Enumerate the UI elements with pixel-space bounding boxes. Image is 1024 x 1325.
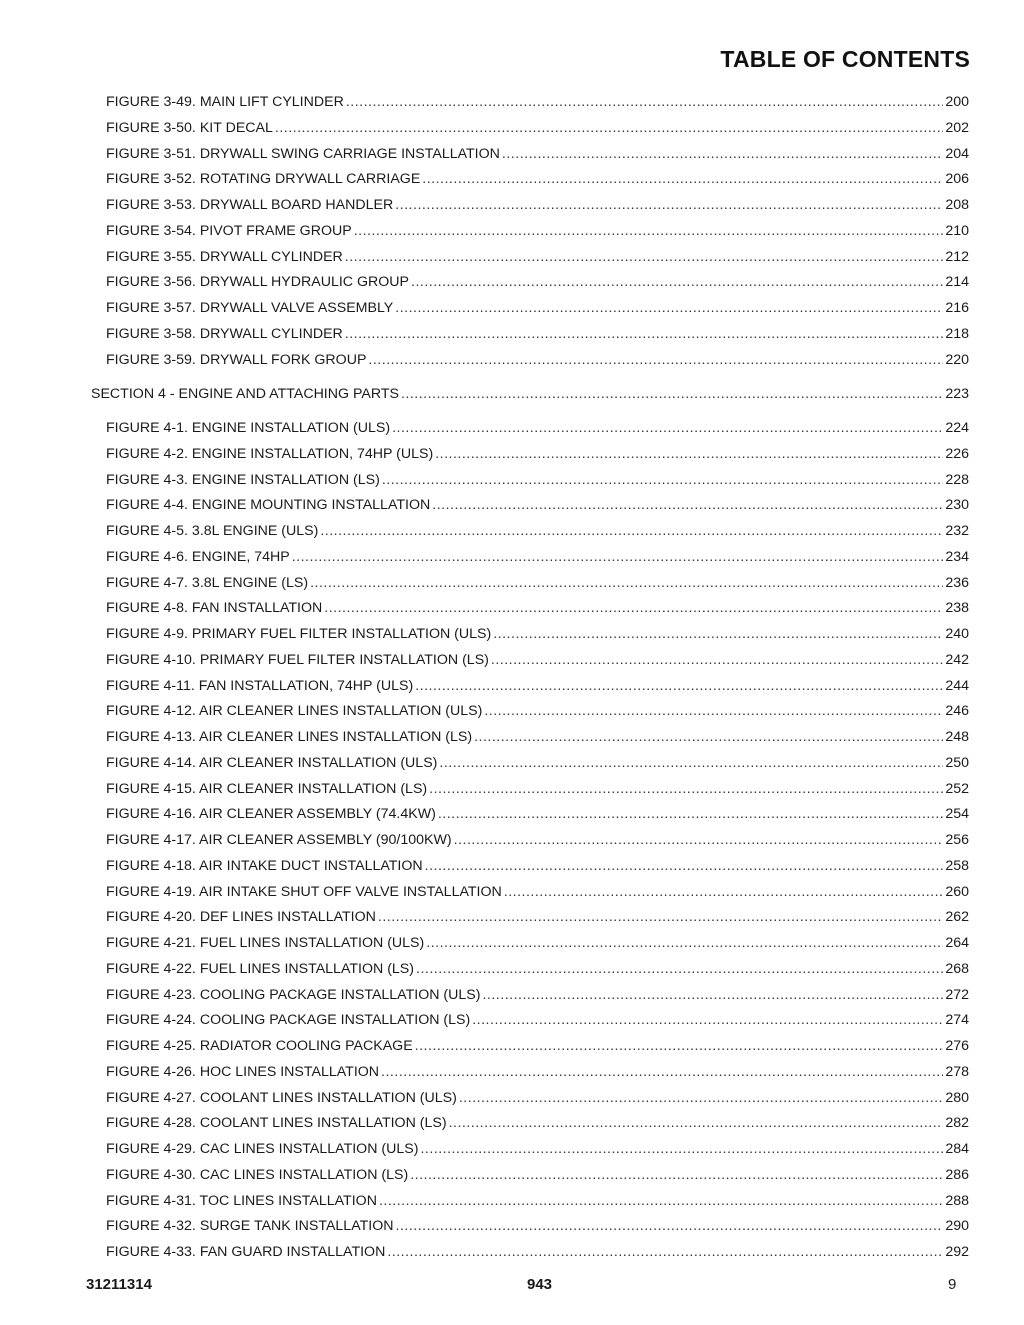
toc-entry-label: FIGURE 4-6. ENGINE, 74HP <box>106 548 290 565</box>
toc-figure-entry[interactable] <box>106 243 969 265</box>
toc-figure-entry[interactable] <box>106 594 969 616</box>
toc-entry-page: 220 <box>945 351 969 368</box>
toc-entry-page: 202 <box>945 119 969 136</box>
dot-leader <box>493 626 943 642</box>
toc-entry-page: 240 <box>945 626 969 642</box>
page-number: 9 <box>948 1276 957 1293</box>
toc-entry-label: FIGURE 4-26. HOC LINES INSTALLATION <box>106 1063 380 1080</box>
dot-leader <box>410 1167 943 1183</box>
toc-entry-label: FIGURE 4-28. COOLANT LINES INSTALLATION (LS) <box>106 1115 447 1132</box>
toc-figure-entry[interactable] <box>106 723 969 745</box>
dot-leader <box>422 171 943 187</box>
dot-leader <box>310 575 943 591</box>
toc-entry-label: FIGURE 3-54. PIVOT FRAME GROUP <box>106 222 352 239</box>
toc-entry-page: 210 <box>945 222 969 239</box>
toc-entry-label: FIGURE 4-27. COOLANT LINES INSTALLATION (ULS) <box>106 1089 457 1106</box>
toc-section-entry[interactable] <box>91 380 969 402</box>
toc-entry-label: FIGURE 4-17. AIR CLEANER ASSEMBLY (90/100KW) <box>106 832 452 848</box>
dot-leader <box>387 1244 943 1260</box>
toc-figure-entry[interactable] <box>106 466 969 488</box>
toc-entry-page: 290 <box>945 1218 969 1235</box>
toc-figure-entry[interactable] <box>106 903 969 925</box>
toc-entry-label: FIGURE 4-22. FUEL LINES INSTALLATION (LS) <box>106 960 414 977</box>
toc-entry-label: FIGURE 4-30. CAC LINES INSTALLATION (LS) <box>106 1166 409 1183</box>
toc-entry-page: 278 <box>945 1063 969 1080</box>
dot-leader <box>392 420 943 436</box>
dot-leader <box>420 1141 943 1157</box>
toc-figure-entry[interactable] <box>106 191 969 213</box>
dot-leader <box>275 120 943 136</box>
toc-entry-label: FIGURE 4-2. ENGINE INSTALLATION, 74HP (ULS) <box>106 445 434 462</box>
dot-leader <box>415 678 943 694</box>
toc-entry-label: FIGURE 4-21. FUEL LINES INSTALLATION (ULS) <box>106 935 425 951</box>
toc-entry-page: 228 <box>945 471 969 488</box>
toc-entry-page: 226 <box>945 445 969 462</box>
toc-entry-page: 264 <box>945 935 969 951</box>
toc-entry-label: FIGURE 4-29. CAC LINES INSTALLATION (ULS) <box>106 1141 419 1157</box>
toc-figure-entry[interactable] <box>106 268 969 290</box>
dot-leader <box>474 729 943 745</box>
toc-entry-page: 292 <box>945 1244 969 1260</box>
toc-figure-entry[interactable] <box>106 800 969 822</box>
dot-leader <box>425 858 944 874</box>
dot-leader <box>482 987 943 1003</box>
toc-entry-page: 230 <box>945 497 969 514</box>
toc-entry-page: 234 <box>945 548 969 565</box>
toc-entry-page: 244 <box>945 677 969 694</box>
toc-entry-page: 260 <box>945 883 969 900</box>
toc-entry-label: FIGURE 4-3. ENGINE INSTALLATION (LS) <box>106 471 380 488</box>
toc-figure-entry[interactable] <box>106 569 969 591</box>
toc-entry-label: FIGURE 4-15. AIR CLEANER INSTALLATION (LS) <box>106 780 428 797</box>
toc-figure-entry[interactable] <box>106 775 969 797</box>
dot-leader <box>324 600 943 616</box>
toc-entry-page: 216 <box>945 300 969 316</box>
toc-entry-page: 254 <box>945 806 969 823</box>
toc-entry-label: FIGURE 3-51. DRYWALL SWING CARRIAGE INSTALLATION <box>106 145 500 162</box>
toc-figure-entry[interactable] <box>106 140 969 162</box>
toc-entry-label: FIGURE 4-24. COOLING PACKAGE INSTALLATION (LS) <box>106 1012 471 1029</box>
dot-leader <box>504 884 944 900</box>
toc-entry-page: 218 <box>945 325 969 342</box>
toc-entry-label: FIGURE 3-49. MAIN LIFT CYLINDER <box>106 94 344 110</box>
dot-leader <box>411 274 943 290</box>
toc-entry-page: 242 <box>945 651 969 668</box>
toc-figure-entry[interactable] <box>106 955 969 977</box>
toc-entry-page: 286 <box>945 1166 969 1183</box>
dot-leader <box>435 446 943 462</box>
toc-entry-page: 204 <box>945 145 969 162</box>
toc-entry-page: 262 <box>945 909 969 926</box>
dot-leader <box>346 94 944 110</box>
toc-figure-entry[interactable] <box>106 620 969 642</box>
dot-leader <box>502 146 943 162</box>
toc-entry-label: FIGURE 3-50. KIT DECAL <box>106 119 273 136</box>
dot-leader <box>449 1115 944 1131</box>
toc-entry-label: FIGURE 4-25. RADIATOR COOLING PACKAGE <box>106 1038 413 1054</box>
toc-figure-entry[interactable] <box>106 826 969 848</box>
dot-leader <box>292 549 944 565</box>
toc-entry-label: FIGURE 3-58. DRYWALL CYLINDER <box>106 325 343 342</box>
toc-entry-label: FIGURE 4-18. AIR INTAKE DUCT INSTALLATION <box>106 857 423 874</box>
toc-entry-page: 288 <box>945 1192 969 1209</box>
toc-entry-label: FIGURE 4-7. 3.8L ENGINE (LS) <box>106 574 309 591</box>
dot-leader <box>395 197 943 213</box>
toc-entry-page: 212 <box>945 248 969 265</box>
toc-entry-page: 206 <box>945 171 969 188</box>
toc-entry-page: 258 <box>945 857 969 874</box>
dot-leader <box>491 652 943 668</box>
toc-entry-page: 284 <box>945 1141 969 1157</box>
toc-figure-entry[interactable] <box>106 217 969 239</box>
toc-figure-entry[interactable] <box>106 697 969 719</box>
toc-figure-entry[interactable] <box>106 320 969 342</box>
dot-leader <box>416 961 943 977</box>
page-title: TABLE OF CONTENTS <box>720 46 970 72</box>
toc-figure-entry[interactable] <box>106 852 969 874</box>
toc-entry-label: FIGURE 4-4. ENGINE MOUNTING INSTALLATION <box>106 497 431 514</box>
dot-leader <box>438 806 943 822</box>
toc-figure-entry[interactable] <box>106 440 969 462</box>
toc-figure-entry[interactable] <box>106 294 969 316</box>
toc-entry-label: FIGURE 4-16. AIR CLEANER ASSEMBLY (74.4KW) <box>106 806 436 823</box>
toc-entry-label: FIGURE 3-57. DRYWALL VALVE ASSEMBLY <box>106 300 394 316</box>
dot-leader <box>459 1090 944 1106</box>
toc-entry-label: FIGURE 3-53. DRYWALL BOARD HANDLER <box>106 197 394 213</box>
toc-entry-label: FIGURE 4-1. ENGINE INSTALLATION (ULS) <box>106 420 391 436</box>
toc-figure-entry[interactable] <box>106 1058 969 1080</box>
toc-figure-entry[interactable] <box>106 346 969 368</box>
toc-figure-entry[interactable] <box>106 88 969 110</box>
toc-entry-label: FIGURE 4-8. FAN INSTALLATION <box>106 600 323 617</box>
page-footer <box>0 1276 1024 1296</box>
toc-figure-entry[interactable] <box>106 165 969 187</box>
toc-entry-page: 268 <box>945 960 969 977</box>
toc-entry-page: 276 <box>945 1038 969 1054</box>
toc-entry-page: 248 <box>945 729 969 745</box>
toc-figure-entry[interactable] <box>106 981 969 1003</box>
dot-leader <box>378 909 943 925</box>
toc-entry-page: 282 <box>945 1115 969 1132</box>
toc-figure-entry[interactable] <box>106 517 969 539</box>
toc-entry-label: FIGURE 4-10. PRIMARY FUEL FILTER INSTALLATION (LS) <box>106 651 489 668</box>
toc-figure-entry[interactable] <box>106 543 969 565</box>
toc-figure-entry[interactable] <box>106 1006 969 1028</box>
dot-leader <box>320 523 943 539</box>
toc-entry-label: FIGURE 3-59. DRYWALL FORK GROUP <box>106 351 367 368</box>
toc-figure-entry[interactable] <box>106 491 969 513</box>
toc-entry-label: FIGURE 4-20. DEF LINES INSTALLATION <box>106 909 376 926</box>
toc-figure-entry[interactable] <box>106 749 969 771</box>
toc-entry-page: 238 <box>945 600 969 617</box>
toc-figure-entry[interactable] <box>106 1212 969 1234</box>
toc-entry-page: 200 <box>945 94 969 110</box>
toc-entry-label: FIGURE 4-23. COOLING PACKAGE INSTALLATION (ULS) <box>106 986 481 1003</box>
toc-entry-label: FIGURE 4-5. 3.8L ENGINE (ULS) <box>106 523 319 539</box>
dot-leader <box>345 326 944 342</box>
dot-leader <box>379 1193 943 1209</box>
toc-entry-page: 256 <box>945 832 969 848</box>
toc-entry-page: 232 <box>945 523 969 539</box>
toc-entry-page: 223 <box>945 385 969 402</box>
dot-leader <box>401 386 943 402</box>
dot-leader <box>454 832 944 848</box>
toc-figure-entry[interactable] <box>106 1084 969 1106</box>
toc-figure-entry[interactable] <box>106 1109 969 1131</box>
toc-figure-entry[interactable] <box>106 1238 969 1260</box>
dot-leader <box>381 1064 943 1080</box>
toc-figure-entry[interactable] <box>106 672 969 694</box>
dot-leader <box>368 352 943 368</box>
dot-leader <box>415 1038 944 1054</box>
toc-entry-label: FIGURE 4-13. AIR CLEANER LINES INSTALLATION (LS) <box>106 729 473 745</box>
toc-entry-label: FIGURE 4-32. SURGE TANK INSTALLATION <box>106 1218 394 1235</box>
toc-entry-page: 224 <box>945 420 969 436</box>
toc-figure-entry[interactable] <box>106 1187 969 1209</box>
toc-entry-page: 214 <box>945 274 969 291</box>
dot-leader <box>432 497 943 513</box>
toc-entry-label: FIGURE 4-14. AIR CLEANER INSTALLATION (ULS) <box>106 754 438 771</box>
toc-entry-page: 274 <box>945 1012 969 1029</box>
dot-leader <box>426 935 943 951</box>
toc-entry-page: 246 <box>945 703 969 720</box>
toc-figure-entry[interactable] <box>106 1032 969 1054</box>
toc-entry-label: FIGURE 4-31. TOC LINES INSTALLATION <box>106 1192 377 1209</box>
dot-leader <box>382 472 944 488</box>
toc-entry-label: FIGURE 3-56. DRYWALL HYDRAULIC GROUP <box>106 274 409 291</box>
toc-entry-page: 252 <box>945 780 969 797</box>
toc-figure-entry[interactable] <box>106 929 969 951</box>
toc-figure-entry[interactable] <box>106 1135 969 1157</box>
toc-entry-page: 250 <box>945 754 969 771</box>
toc-entry-label: FIGURE 3-52. ROTATING DRYWALL CARRIAGE <box>106 171 421 188</box>
toc-entry-page: 272 <box>945 986 969 1003</box>
toc-entry-label: FIGURE 4-9. PRIMARY FUEL FILTER INSTALLATION (ULS) <box>106 626 492 642</box>
toc-entry-page: 208 <box>945 197 969 213</box>
toc-figure-entry[interactable] <box>106 114 969 136</box>
toc-figure-entry[interactable] <box>106 646 969 668</box>
dot-leader <box>439 755 943 771</box>
toc-entry-label: FIGURE 4-12. AIR CLEANER LINES INSTALLATION (ULS) <box>106 703 483 720</box>
toc-entry-label: FIGURE 3-55. DRYWALL CYLINDER <box>106 248 343 265</box>
toc-figure-entry[interactable] <box>106 878 969 900</box>
dot-leader <box>396 1218 944 1234</box>
document-number: 31211314 <box>86 1276 152 1293</box>
toc-entry-label: FIGURE 4-19. AIR INTAKE SHUT OFF VALVE INSTALLATION <box>106 883 502 900</box>
dot-leader <box>429 781 943 797</box>
dot-leader <box>395 300 943 316</box>
toc-figure-entry[interactable] <box>106 414 969 436</box>
toc-entry-label: SECTION 4 - ENGINE AND ATTACHING PARTS <box>91 385 399 402</box>
dot-leader <box>354 223 944 239</box>
dot-leader <box>345 249 944 265</box>
toc-figure-entry[interactable] <box>106 1161 969 1183</box>
dot-leader <box>484 703 943 719</box>
toc-entry-page: 280 <box>945 1089 969 1106</box>
dot-leader <box>472 1012 943 1028</box>
toc-entry-page: 236 <box>945 574 969 591</box>
model-number: 943 <box>527 1276 553 1293</box>
toc-entry-label: FIGURE 4-33. FAN GUARD INSTALLATION <box>106 1244 386 1260</box>
toc-entry-label: FIGURE 4-11. FAN INSTALLATION, 74HP (ULS) <box>106 677 414 694</box>
